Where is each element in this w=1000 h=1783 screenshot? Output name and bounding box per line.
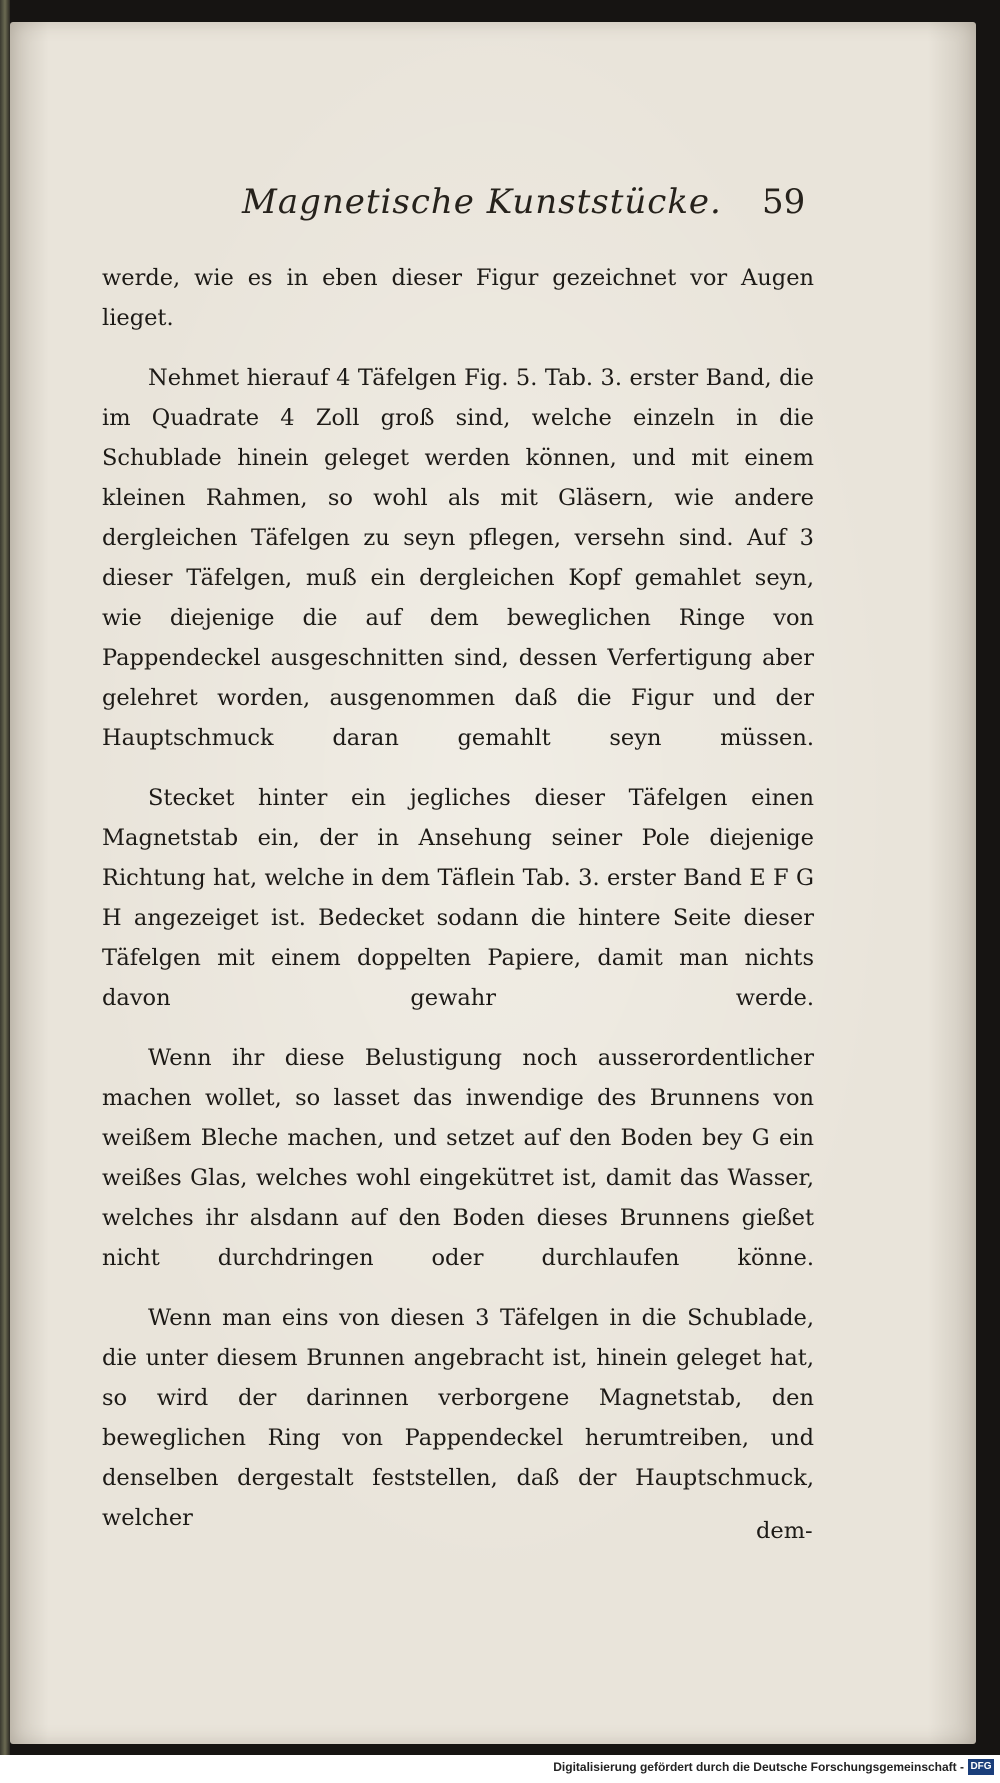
running-title: Magnetische Kunststücke. bbox=[242, 182, 722, 222]
paragraph: Wenn ihr diese Belustigung noch ausserordentlicher machen wollet, so lasset das inwendige des Brunnens von weißem Bleche machen, und setzet auf den Boden bey G ein weißes Glas, welches wohl eingekütтet ist, damit das Wasser, welches ihr alsdann auf den Boden dieses Brunnens gießet nicht durchdringen oder durchlaufen könne. bbox=[102, 1045, 814, 1271]
page-number: 59 bbox=[762, 182, 806, 222]
digitization-footer bbox=[0, 1755, 1000, 1783]
paragraph: Nehmet hierauf 4 Täfelgen Fig. 5. Tab. 3. erster Band, die im Quadrate 4 Zoll groß sind, welche einzeln in die Schublade hinein geleget werden können, und mit einem kleinen Rahmen, so wohl als mit Gläsern, wie andere dergleichen Täfelgen zu seyn pflegen, versehn sind. Auf 3 dieser Täfelgen, muß ein dergleichen Kopf gemahlet seyn, wie diejenige die auf dem beweglichen Ringe von Pappendeckel ausgeschnitten sind, dessen Verfertigung aber gelehret worden, ausgenommen daß die Figur und der Hauptschmuck daran gemahlt seyn müssen. bbox=[102, 365, 814, 751]
catchword: dem- bbox=[756, 1518, 813, 1544]
book-page bbox=[10, 22, 976, 1744]
page-body bbox=[102, 258, 814, 1558]
paragraph: Wenn man eins von diesen 3 Täfelgen in die Schublade, die unter diesem Brunnen angebracht ist, hinein geleget hat, so wird der darinnen verborgene Magnetstab, den beweglichen Ring von Pappendeckel herumtreiben, und denselben dergestalt feststellen, daß der Hauptschmuck, welcher bbox=[102, 1305, 814, 1531]
paragraph: Stecket hinter ein jegliches dieser Täfelgen einen Magnetstab ein, der in Ansehung seiner Pole diejenige Richtung hat, welche in dem Täflein Tab. 3. erster Band E F G H angezeiget ist. Bedecket sodann die hintere Seite dieser Täfelgen mit einem doppelten Papiere, damit man nichts davon gewahr werde. bbox=[102, 785, 814, 1011]
dfg-logo-icon: DFG bbox=[968, 1759, 994, 1775]
paragraph-continuation: werde, wie es in eben dieser Figur gezeichnet vor Augen lieget. bbox=[102, 265, 814, 331]
funding-credit: Digitalisierung gefördert durch die Deutsche Forschungsgemeinschaft - bbox=[553, 1760, 964, 1774]
book-spine-edge bbox=[0, 0, 10, 1783]
